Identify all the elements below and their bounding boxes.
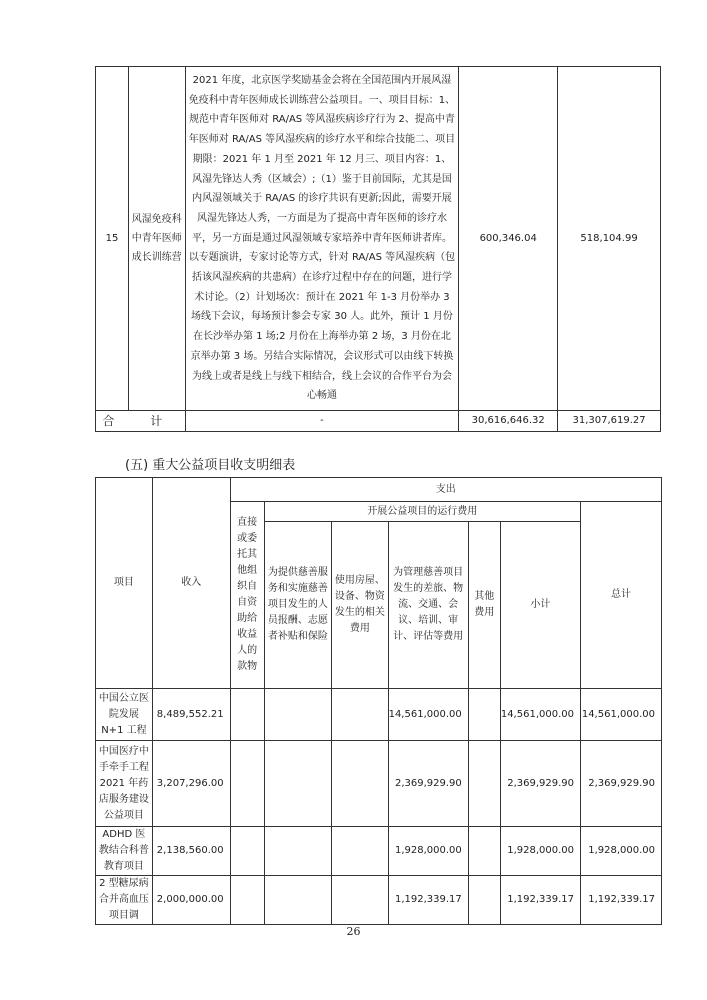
row-personnel: [264, 741, 332, 827]
header-facilities: 使用房屋、设备、物资发生的相关费用: [332, 522, 388, 689]
row-facilities: [332, 689, 388, 741]
row-income: 2,138,560.00: [152, 827, 230, 876]
total-desc: -: [185, 410, 459, 431]
project-description: 2021 年度，北京医学奖励基金会将在全国范围内开展风湿免疫科中青年医师成长训练营公益项目。一、项目目标：1、规范中青年医师对 RA/AS 等风湿疾病诊疗行为 2、提高中青年医师对 RA/AS 等风湿疾病的诊疗水平和综合技能二、项目期限：2021 年 1 月至 2021 年 12 月三、项目内容：1、风湿先锋达人秀（区域会）;（1）鉴于目前国际，尤其是国内风湿领域关于 RA/AS 的诊疗共识有更新;因此，需要开展风湿先锋达人秀，一方面是为了提高中青年医师的诊疗水平，另一方面是通过风湿领域专家培养中青年医师讲者库。以专题演讲，专家讨论等方式，针对 RA/AS 等风湿疾病（包括该风湿疾病的共患病）在诊疗过程中存在的问题，进行学术讨论。（2）计划场次：预计在 2021 年 1-3 月份举办 3 场线下会议，每场预计参会专家 30 人。此外，预计 1 月份在长沙举办第 1 场;2 月份在上海举办第 2 场，3 月份在北京举办第 3 场。另结合实际情况，会议形式可以由线下转换为线上或者是线上与线下相结合，线上会议的合作平台为会心畅通: [185, 67, 459, 411]
row-name: 中国医疗中手牵手工程 2021 年药店服务建设公益项目: [96, 741, 153, 827]
row-direct: [230, 876, 264, 925]
header-total: 总计: [581, 502, 662, 689]
total-amount-1: 30,616,646.32: [459, 410, 558, 431]
row-other: [468, 827, 500, 876]
row-facilities: [332, 876, 388, 925]
header-operating: 开展公益项目的运行费用: [264, 502, 580, 522]
row-total: 2,369,929.90: [581, 741, 662, 827]
row-personnel: [264, 876, 332, 925]
header-item: 项目: [96, 478, 153, 689]
table-row: [96, 689, 662, 741]
row-subtotal: 1,192,339.17: [500, 876, 580, 925]
row-admin: 1,928,000.00: [388, 827, 468, 876]
row-facilities: [332, 827, 388, 876]
header-admin: 为管理慈善项目发生的差旅、物流、交通、会议、培训、审计、评估等费用: [388, 522, 468, 689]
row-number: 15: [96, 67, 129, 411]
row-name: 2 型糖尿病合并高血压项目调: [96, 876, 153, 925]
row-total: 1,928,000.00: [581, 827, 662, 876]
row-direct: [230, 689, 264, 741]
row-total: 14,561,000.00: [581, 689, 662, 741]
row-income: 3,207,296.00: [152, 741, 230, 827]
row-admin: 2,369,929.90: [388, 741, 468, 827]
header-direct: 直接或委托其他组织自自资助给收益人的款物: [230, 502, 264, 689]
header-other: 其他费用: [468, 522, 500, 689]
row-admin: 14,561,000.00: [388, 689, 468, 741]
row-name: 中国公立医院发展 N+1 工程: [96, 689, 153, 741]
row-personnel: [264, 689, 332, 741]
table-row: [96, 876, 662, 925]
row-name: ADHD 医教结合科普教育项目: [96, 827, 153, 876]
row-income: 2,000,000.00: [152, 876, 230, 925]
row-direct: [230, 741, 264, 827]
total-row: [96, 410, 661, 431]
header-row-1: [96, 478, 662, 502]
row-subtotal: 1,928,000.00: [500, 827, 580, 876]
row-admin: 1,192,339.17: [388, 876, 468, 925]
header-subtotal: 小计: [500, 522, 580, 689]
total-amount-2: 31,307,619.27: [558, 410, 661, 431]
row-personnel: [264, 827, 332, 876]
row-other: [468, 741, 500, 827]
row-direct: [230, 827, 264, 876]
row-subtotal: 14,561,000.00: [500, 689, 580, 741]
amount-1: 600,346.04: [459, 67, 558, 411]
row-facilities: [332, 741, 388, 827]
row-subtotal: 2,369,929.90: [500, 741, 580, 827]
project-name: 风湿免疫科中青年医师成长训练营: [128, 67, 185, 411]
row-total: 1,192,339.17: [581, 876, 662, 925]
table-row: [96, 67, 661, 411]
header-expenditure: 支出: [230, 478, 661, 502]
header-personnel: 为提供慈善服务和实施慈善项目发生的人员报酬、志愿者补贴和保险: [264, 522, 332, 689]
amount-2: 518,104.99: [558, 67, 661, 411]
expense-table: [95, 477, 662, 925]
section-title: (五) 重大公益项目收支明细表: [125, 458, 296, 473]
page-number: 26: [346, 925, 361, 938]
total-label: 合 计: [96, 410, 186, 431]
row-other: [468, 876, 500, 925]
row-other: [468, 689, 500, 741]
project-table: [95, 66, 661, 432]
table-row: [96, 741, 662, 827]
row-income: 8,489,552.21: [152, 689, 230, 741]
table-row: [96, 827, 662, 876]
header-income: 收入: [152, 478, 230, 689]
